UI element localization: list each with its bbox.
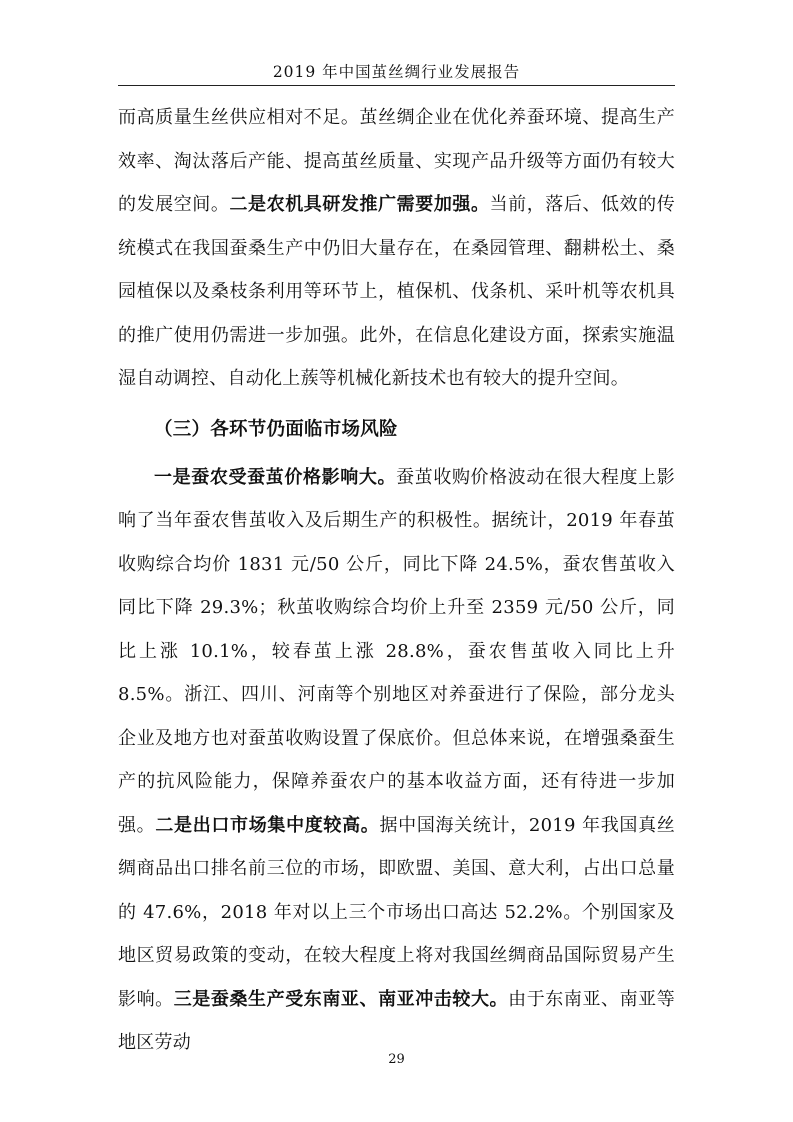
running-header: 2019 年中国茧丝绸行业发展报告 (272, 63, 521, 81)
body-text (118, 96, 675, 1065)
paragraph-continuation (118, 96, 675, 401)
paragraph-text: 当前，落后、低效的传统模式在我国蚕桑生产中仍旧大量存在，在桑园管理、翻耕松土、桑园植保以及桑枝条利用等环节上，植保机、伐条机、采叶机等农机具的推广使用仍需进一步加强。此外，在信息化建设方面，探索实施温湿自动调控、自动化上蔟等机械化新技术也有较大的提升空间。 (118, 194, 676, 389)
paragraph-text: 由于东南亚、南亚等地区劳动 (118, 988, 676, 1053)
bold-lead-sentence: 二是农机具研发推广需要加强。 (229, 194, 490, 215)
bold-lead-sentence: 一是蚕农受蚕茧价格影响大。 (154, 466, 397, 488)
bold-lead-sentence: 二是出口市场集中度较高。 (155, 814, 380, 836)
header-rule (118, 85, 675, 86)
paragraph-text: 据中国海关统计，2019 年我国真丝绸商品出口排名前三位的市场，即欧盟、美国、意大利，占出口总量的 47.6%，2018 年对以上三个市场出口高达 52.2%。个别国家及地区贸易政策的变动，在较大程度上将对我国丝绸商品国际贸易产生影响。 (118, 814, 676, 1010)
paragraph-text: 而高质量生丝供应相对不足。茧丝绸企业在优化养蚕环境、提高生产效率、淘汰落后产能、提高茧丝质量、实现产品升级等方面仍有较大的发展空间。 (118, 107, 675, 215)
paragraph-text: 蚕茧收购价格波动在很大程度上影响了当年蚕农售茧收入及后期生产的积极性。据统计，2019 年春茧收购综合均价 1831 元/50 公斤，同比下降 24.5%，蚕农售茧收入同比下降 29.3%；秋茧收购综合均价上升至 2359 元/50 公斤，同比上涨 10.1%，较春茧上涨 28.8%，蚕农售茧收入同比上升 8.5%。浙江、四川、河南等个别地区对养蚕进行了保险，部分龙头企业及地方也对蚕茧收购设置了保底价。但总体来说，在增强桑蚕生产的抗风险能力，保障养蚕农户的基本收益方面，还有待进一步加强。 (118, 466, 676, 836)
paragraph-market-risk (118, 456, 675, 1065)
page-number: 29 (388, 1052, 405, 1067)
section-heading: （三）各环节仍面临市场风险 (154, 418, 398, 440)
bold-lead-sentence: 三是蚕桑生产受东南亚、南亚冲击较大。 (173, 988, 509, 1010)
